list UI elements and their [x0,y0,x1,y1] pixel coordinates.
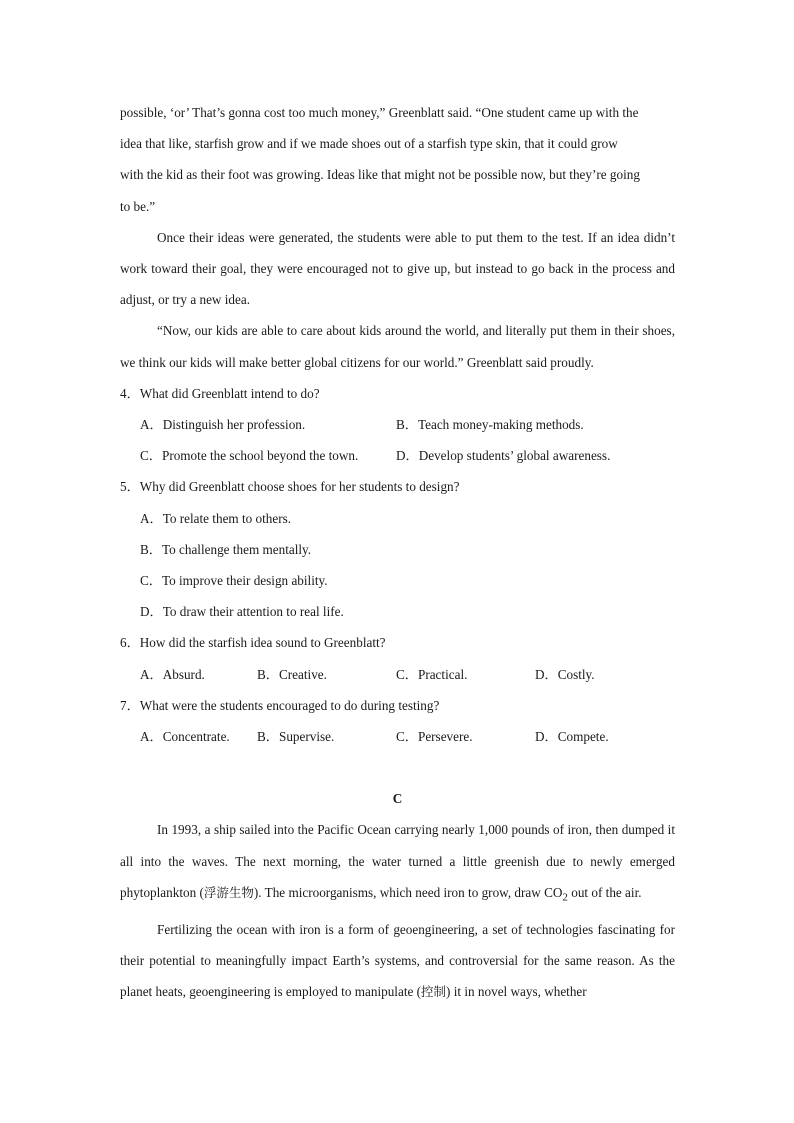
chinese-gloss: 浮游生物 [203,884,254,900]
option-c[interactable]: C．Promote the school beyond the town. [140,448,359,464]
options-row [120,409,675,440]
paragraph-global-citizens: “Now, our kids are able to care about kids around the world, and literally put them in their shoes, we think our kids will make better global citizens for our world.” Greenblatt said proudly. [120,323,675,370]
text-span: In 1993, a ship sailed into the Pacific Ocean carrying nearly 1,000 pounds of iron, then dumped it all into the waves. The next morning, the water turned a little greenish due to newly emerged phytoplankton ( [120,822,675,900]
text-line: idea that like, starfish grow and if we made shoes out of a starfish type skin, that it could grow [120,136,618,152]
option-b[interactable]: B．Creative. [257,666,327,682]
text-line: possible, ‘or’ That’s gonna cost too much money,” Greenblatt said. “One student came up with the [120,105,639,120]
option-a[interactable]: A．Absurd. [140,666,205,682]
option-d[interactable]: D．Compete. [535,729,609,745]
option-d[interactable]: D．Develop students’ global awareness. [396,448,611,464]
option-b[interactable]: B．Supervise. [257,729,335,745]
question-7 [120,690,675,752]
option-b[interactable]: B．To challenge them mentally. [140,541,312,557]
question-stem: 5．Why did Greenblatt choose shoes for her students to design? [120,479,460,495]
subscript: 2 [562,891,568,904]
text-span: out of the air. [567,884,642,900]
section-c-heading: C [392,791,403,807]
option-c[interactable]: C．To improve their design ability. [140,573,328,589]
option-d[interactable]: D．To draw their attention to real life. [140,604,344,620]
paragraph-quote-starfish [120,97,675,222]
option-c[interactable]: C．Persevere. [396,729,473,745]
paragraph-testing: Once their ideas were generated, the students were able to put them to the test. If an idea didn’t work toward their goal, they were encouraged not to give up, but instead to go back in the process and adjust, or try a new idea. [120,229,675,308]
question-5 [120,471,675,627]
document-page [120,97,675,1007]
option-c[interactable]: C．Practical. [396,666,468,682]
question-stem: 7．What were the students encouraged to do during testing? [120,697,440,713]
question-stem: 4．What did Greenblatt intend to do? [120,385,320,401]
option-a[interactable]: A．Concentrate. [140,729,230,745]
text-line: to be.” [120,198,156,214]
paragraph-geoengineering [120,914,675,1008]
options-row [120,440,675,471]
text-line: with the kid as their foot was growing. Ideas like that might not be possible now, but they’re going [120,167,640,183]
question-stem: 6．How did the starfish idea sound to Greenblatt? [120,635,386,651]
options-row [120,721,675,752]
text-span: ). The microorganisms, which need iron to grow, draw CO [253,884,563,900]
question-4 [120,378,675,472]
option-a[interactable]: A．Distinguish her profession. [140,417,306,433]
option-a[interactable]: A．To relate them to others. [140,510,292,526]
text-span: ) it in novel ways, whether [446,984,587,1000]
text-span: Fertilizing the ocean with iron is a form of geoengineering, a set of technologies fascinating for their potential to meaningfully impact Earth’s systems, and controversial for the same reason. As the planet heats, geoengineering is employed to manipulate ( [120,921,675,1000]
chinese-gloss: 控制 [421,984,447,1000]
paragraph-iron-ship [120,814,675,913]
option-b[interactable]: B．Teach money-making methods. [396,417,584,433]
option-d[interactable]: D．Costly. [535,666,595,682]
passage-b-continuation [120,97,675,378]
options-row [120,659,675,690]
question-6 [120,627,675,689]
